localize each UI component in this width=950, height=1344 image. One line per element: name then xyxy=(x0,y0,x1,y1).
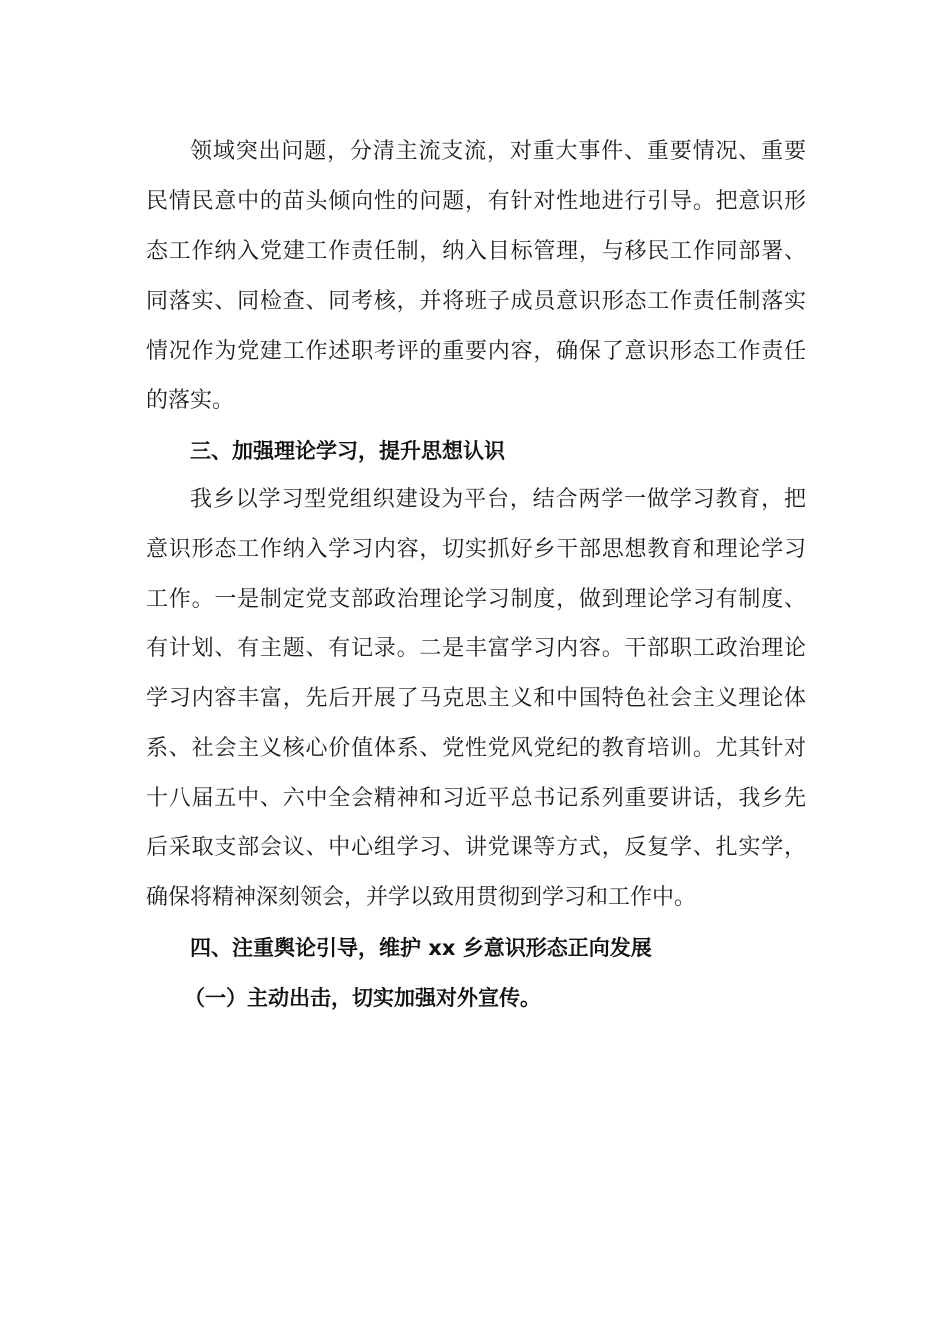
section-heading-4: 四、注重舆论引导，维护 xx 乡意识形态正向发展 xyxy=(190,936,652,960)
paragraph-line: 情况作为党建工作述职考评的重要内容，确保了意识形态工作责任 xyxy=(146,339,806,364)
paragraph-line: 的落实。 xyxy=(146,388,235,413)
section-heading-3: 三、加强理论学习，提升思想认识 xyxy=(190,439,505,463)
paragraph-line: 态工作纳入党建工作责任制，纳入目标管理，与移民工作同部署、 xyxy=(146,239,806,264)
subsection-heading-1: （一）主动出击，切实加强对外宣传。 xyxy=(184,986,541,1010)
paragraph-line: 领域突出问题，分清主流支流，对重大事件、重要情况、重要 xyxy=(190,139,806,164)
paragraph-line: 意识形态工作纳入学习内容，切实抓好乡干部思想教育和理论学习 xyxy=(146,537,806,562)
paragraph-line: 学习内容丰富，先后开展了马克思主义和中国特色社会主义理论体 xyxy=(146,686,806,711)
paragraph-line: 确保将精神深刻领会，并学以致用贯彻到学习和工作中。 xyxy=(146,885,697,910)
paragraph-line: 同落实、同检查、同考核，并将班子成员意识形态工作责任制落实 xyxy=(146,289,806,314)
paragraph-line: 有计划、有主题、有记录。二是丰富学习内容。干部职工政治理论 xyxy=(146,636,806,661)
paragraph-line: 我乡以学习型党组织建设为平台，结合两学一做学习教育，把 xyxy=(190,487,806,512)
paragraph-line: 系、社会主义核心价值体系、党性党风党纪的教育培训。尤其针对 xyxy=(146,736,806,761)
paragraph-line: 后采取支部会议、中心组学习、讲党课等方式，反复学、扎实学， xyxy=(146,835,806,860)
paragraph-line: 工作。一是制定党支部政治理论学习制度，做到理论学习有制度、 xyxy=(146,587,806,612)
paragraph-line: 十八届五中、六中全会精神和习近平总书记系列重要讲话，我乡先 xyxy=(146,786,806,811)
paragraph-line: 民情民意中的苗头倾向性的问题，有针对性地进行引导。把意识形 xyxy=(146,189,806,214)
